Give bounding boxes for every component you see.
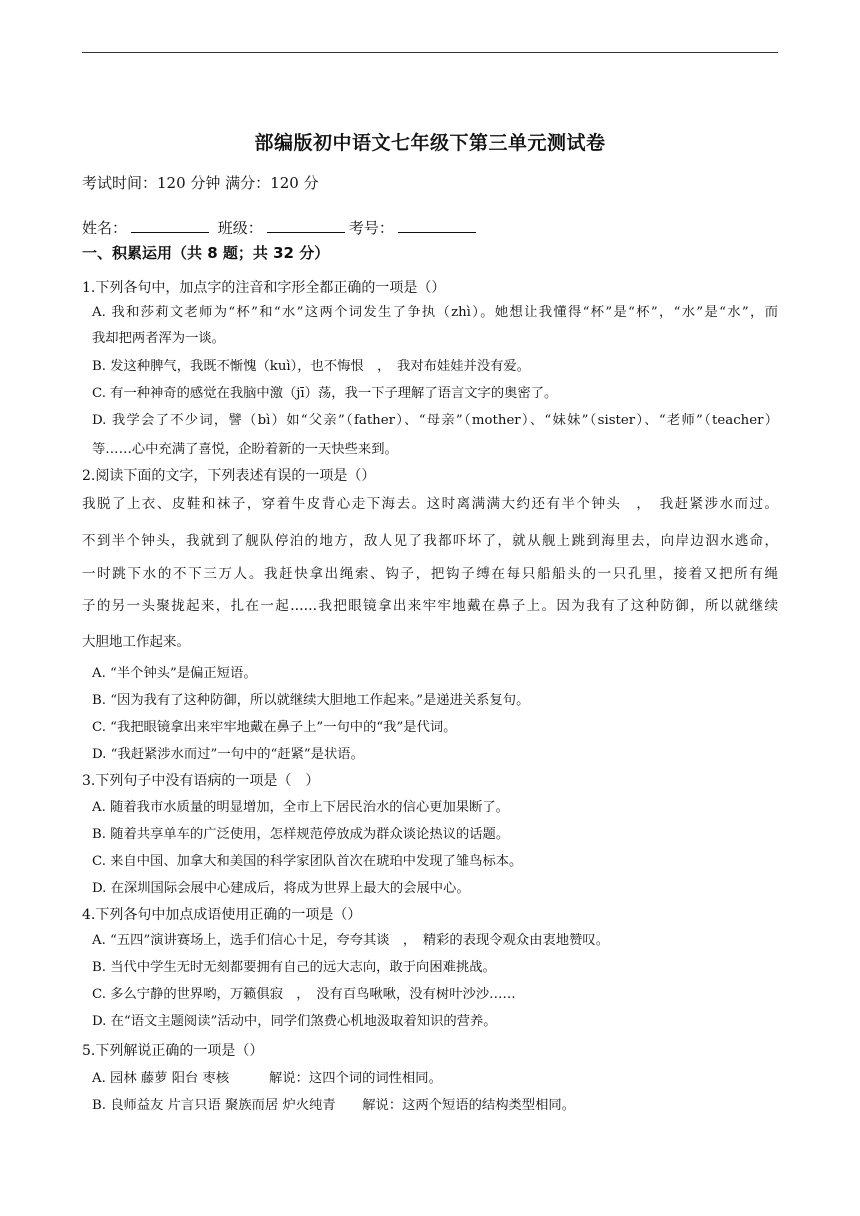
q2-passage-line-4: 子的另一头聚拢起来，扎在一起……我把眼镜拿出来牢牢地戴在鼻子上。因为我有了这种防御，所以就继续 xyxy=(82,598,778,614)
class-blank[interactable] xyxy=(267,218,345,233)
q5-option-a: A. 园林 藤萝 阳台 枣核 解说：这四个词的词性相同。 xyxy=(92,1071,442,1086)
q2-stem: 2.阅读下面的文字，下列表述有误的一项是（） xyxy=(82,468,376,484)
page-title: 部编版初中语文七年级下第三单元测试卷 xyxy=(254,132,606,154)
q2-option-b: B. “因为我有了这种防御，所以就继续大胆地工作起来。”是递进关系复句。 xyxy=(92,693,530,708)
header-rule xyxy=(82,52,778,53)
q2-passage-line-1: 我脱了上衣、皮鞋和袜子，穿着牛皮背心走下海去。这时离满满大约还有半个钟头 ， 我赶紧涉水而过。 xyxy=(82,496,778,512)
q4-stem: 4.下列各句中加点成语使用正确的一项是（） xyxy=(82,907,362,923)
student-fields xyxy=(82,218,480,238)
q3-option-d: D. 在深圳国际会展中心建成后，将成为世界上最大的会展中心。 xyxy=(92,881,470,896)
q2-option-d: D. “我赶紧涉水而过”一句中的“赶紧”是状语。 xyxy=(92,747,364,762)
number-blank[interactable] xyxy=(398,218,476,233)
q4-option-d: D. 在“语文主题阅读”活动中，同学们煞费心机地汲取着知识的营养。 xyxy=(92,1014,497,1029)
q1-option-d-cont: 等……心中充满了喜悦，企盼着新的一天快些来到。 xyxy=(92,442,398,457)
q3-stem: 3.下列句子中没有语病的一项是（ ） xyxy=(82,773,320,789)
name-label: 姓名： xyxy=(82,219,128,237)
number-label: 考号： xyxy=(348,219,394,237)
q2-passage-line-2: 不到半个钟头，我就到了舰队停泊的地方，敌人见了我都吓坏了，就从舰上跳到海里去，向岸边泅水逃命， xyxy=(82,533,778,549)
q4-option-c: C. 多么宁静的世界哟，万籁俱寂 ， 没有百鸟啾啾，没有树叶沙沙…… xyxy=(92,987,516,1002)
q1-option-c: C. 有一种神奇的感觉在我脑中激（jī）荡，我一下子理解了语言文字的奥密了。 xyxy=(92,386,558,401)
q2-option-c: C. “我把眼镜拿出来牢牢地戴在鼻子上”一句中的“我”是代词。 xyxy=(92,720,457,735)
q2-passage-line-5: 大胆地工作起来。 xyxy=(82,634,190,650)
q3-option-c: C. 来自中国、加拿大和美国的科学家团队首次在琥珀中发现了雏鸟标本。 xyxy=(92,854,523,869)
q1-stem: 1.下列各句中，加点字的注音和字形全都正确的一项是（） xyxy=(82,280,446,296)
q4-option-b: B. 当代中学生无时无刻都要拥有自己的远大志向，敢于向困难挑战。 xyxy=(92,960,496,975)
q2-option-a: A. “半个钟头”是偏正短语。 xyxy=(92,666,257,681)
exam-info: 考试时间：120 分钟 满分：120 分 xyxy=(82,174,319,192)
q1-option-d: D. 我学会了不少词，譬（bì）如“父亲”（father）、“母亲”（mother）、“妹妹”（sister）、“老师”（teacher） xyxy=(92,413,778,428)
q1-option-b: B. 发这种脾气，我既不惭愧（kuì），也不悔恨 ， 我对布娃娃并没有爱。 xyxy=(92,359,531,374)
name-blank[interactable] xyxy=(131,218,209,233)
q4-option-a: A. “五四”演讲赛场上，选手们信心十足，夸夸其谈 ， 精彩的表现令观众由衷地赞叹。 xyxy=(92,933,609,948)
q5-option-b: B. 良师益友 片言只语 聚族而居 炉火纯青 解说：这两个短语的结构类型相同。 xyxy=(92,1098,575,1113)
section-heading: 一、积累运用（共 8 题；共 32 分） xyxy=(82,244,330,262)
q1-option-a: A. 我和莎莉文老师为“杯”和“水”这两个词发生了争执（zhì）。她想让我懂得“杯”是“杯”，“水”是“水”，而 xyxy=(92,305,778,320)
q1-option-a-cont: 我却把两者浑为一谈。 xyxy=(92,331,225,346)
q5-stem: 5.下列解说正确的一项是（） xyxy=(82,1043,264,1059)
q3-option-b: B. 随着共享单车的广泛使用，怎样规范停放成为群众谈论热议的话题。 xyxy=(92,827,510,842)
class-label: 班级： xyxy=(217,219,263,237)
q2-passage-line-3: 一时跳下水的不下三万人。我赶快拿出绳索、钩子，把钩子缚在每只船船头的一只孔里，接着又把所有绳 xyxy=(82,566,778,582)
q3-option-a: A. 随着我市水质量的明显增加，全市上下居民治水的信心更加果断了。 xyxy=(92,800,509,815)
